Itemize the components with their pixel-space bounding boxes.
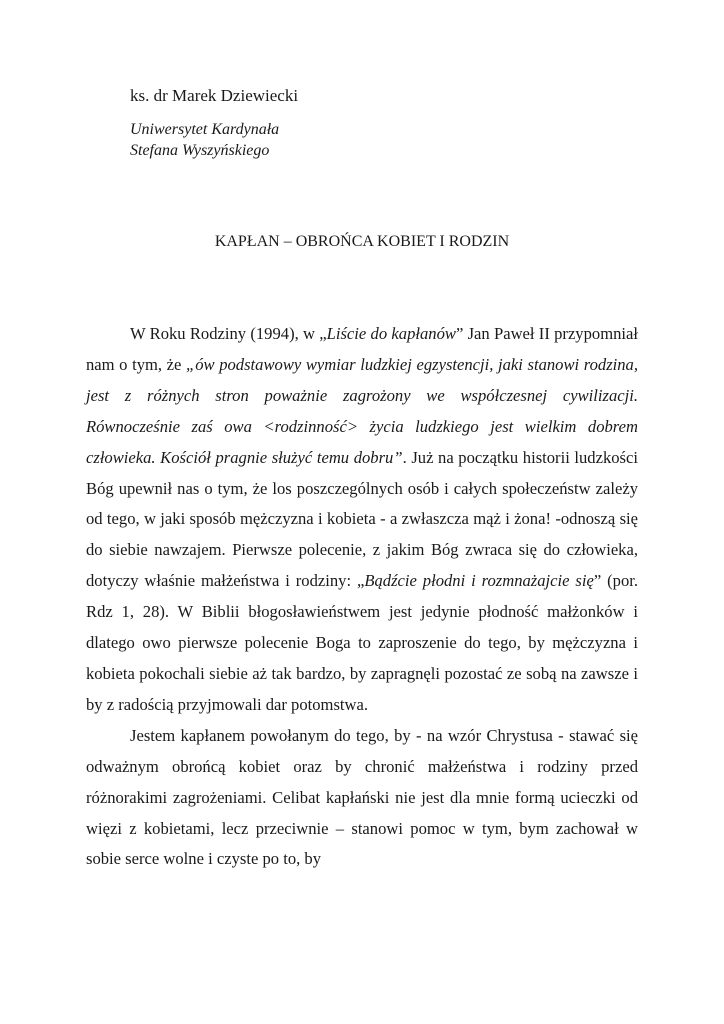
body-paragraph: [86, 319, 638, 721]
text-run: . Już na początku historii ludzkości Bóg upewnił nas o tym, że los poszczególnych osób i całych społeczeństw zależy od tego, w jaki sposób mężczyzna i kobieta - a zwłaszcza mąż i żona! -odnoszą się do siebie nawzajem. Pierwsze polecenie, z jakim Bóg zwraca się do człowieka, dotyczy właśnie małżeństwa i rodziny: „: [86, 447, 638, 591]
document-body: [86, 319, 638, 875]
body-paragraph: [86, 721, 638, 876]
author-name: ks. dr Marek Dziewiecki: [130, 86, 299, 105]
affiliation-line: Uniwersytet Kardynała: [130, 121, 280, 138]
text-run: W Roku Rodziny (1994), w „: [130, 324, 327, 343]
text-run: ” Jan Paweł II przypomniał nam o tym, że: [86, 324, 638, 374]
text-run: ” (por. Rdz 1, 28). W Biblii błogosławieństwem jest jedynie płodność małżonków i dlatego owo pierwsze polecenie Boga to zaproszenie do tego, by mężczyzna i kobieta pokochali siebie aż tak bardzo, by zapragnęli pozostać ze sobą na zawsze i by z radością przyjmowali dar potomstwa.: [86, 571, 638, 714]
document-title: KAPŁAN – OBROŃCA KOBIET I RODZIN: [214, 233, 510, 250]
italic-text-run: „ów podstawowy wymiar ludzkiej egzystencji, jaki stanowi rodzina, jest z różnych stron poważnie zagrożony we współczesnej cywilizacji. Równocześnie zaś owa <rodzinność> życia ludzkiego jest wielkim dobrem człowieka. Kościół pragnie służyć temu dobru”: [86, 354, 639, 467]
italic-text-run: Bądźcie płodni i rozmnażajcie się: [364, 571, 594, 591]
author-affiliation: [130, 119, 279, 161]
affiliation-line: Stefana Wyszyńskiego: [130, 142, 270, 159]
italic-text-run: Liście do kapłanów: [326, 324, 456, 343]
text-run: Jestem kapłanem powołanym do tego, by - na wzór Chrystusa - stawać się odważnym obrońcą kobiet oraz by chronić małżeństwa i rodziny przed różnorakimi zagrożeniami. Celibat kapłański nie jest dla mnie formą ucieczki od więzi z kobietami, lecz przeciwnie – stanowi pomoc w tym, bym zachował w sobie serce wolne i czyste po to, by: [86, 725, 638, 869]
